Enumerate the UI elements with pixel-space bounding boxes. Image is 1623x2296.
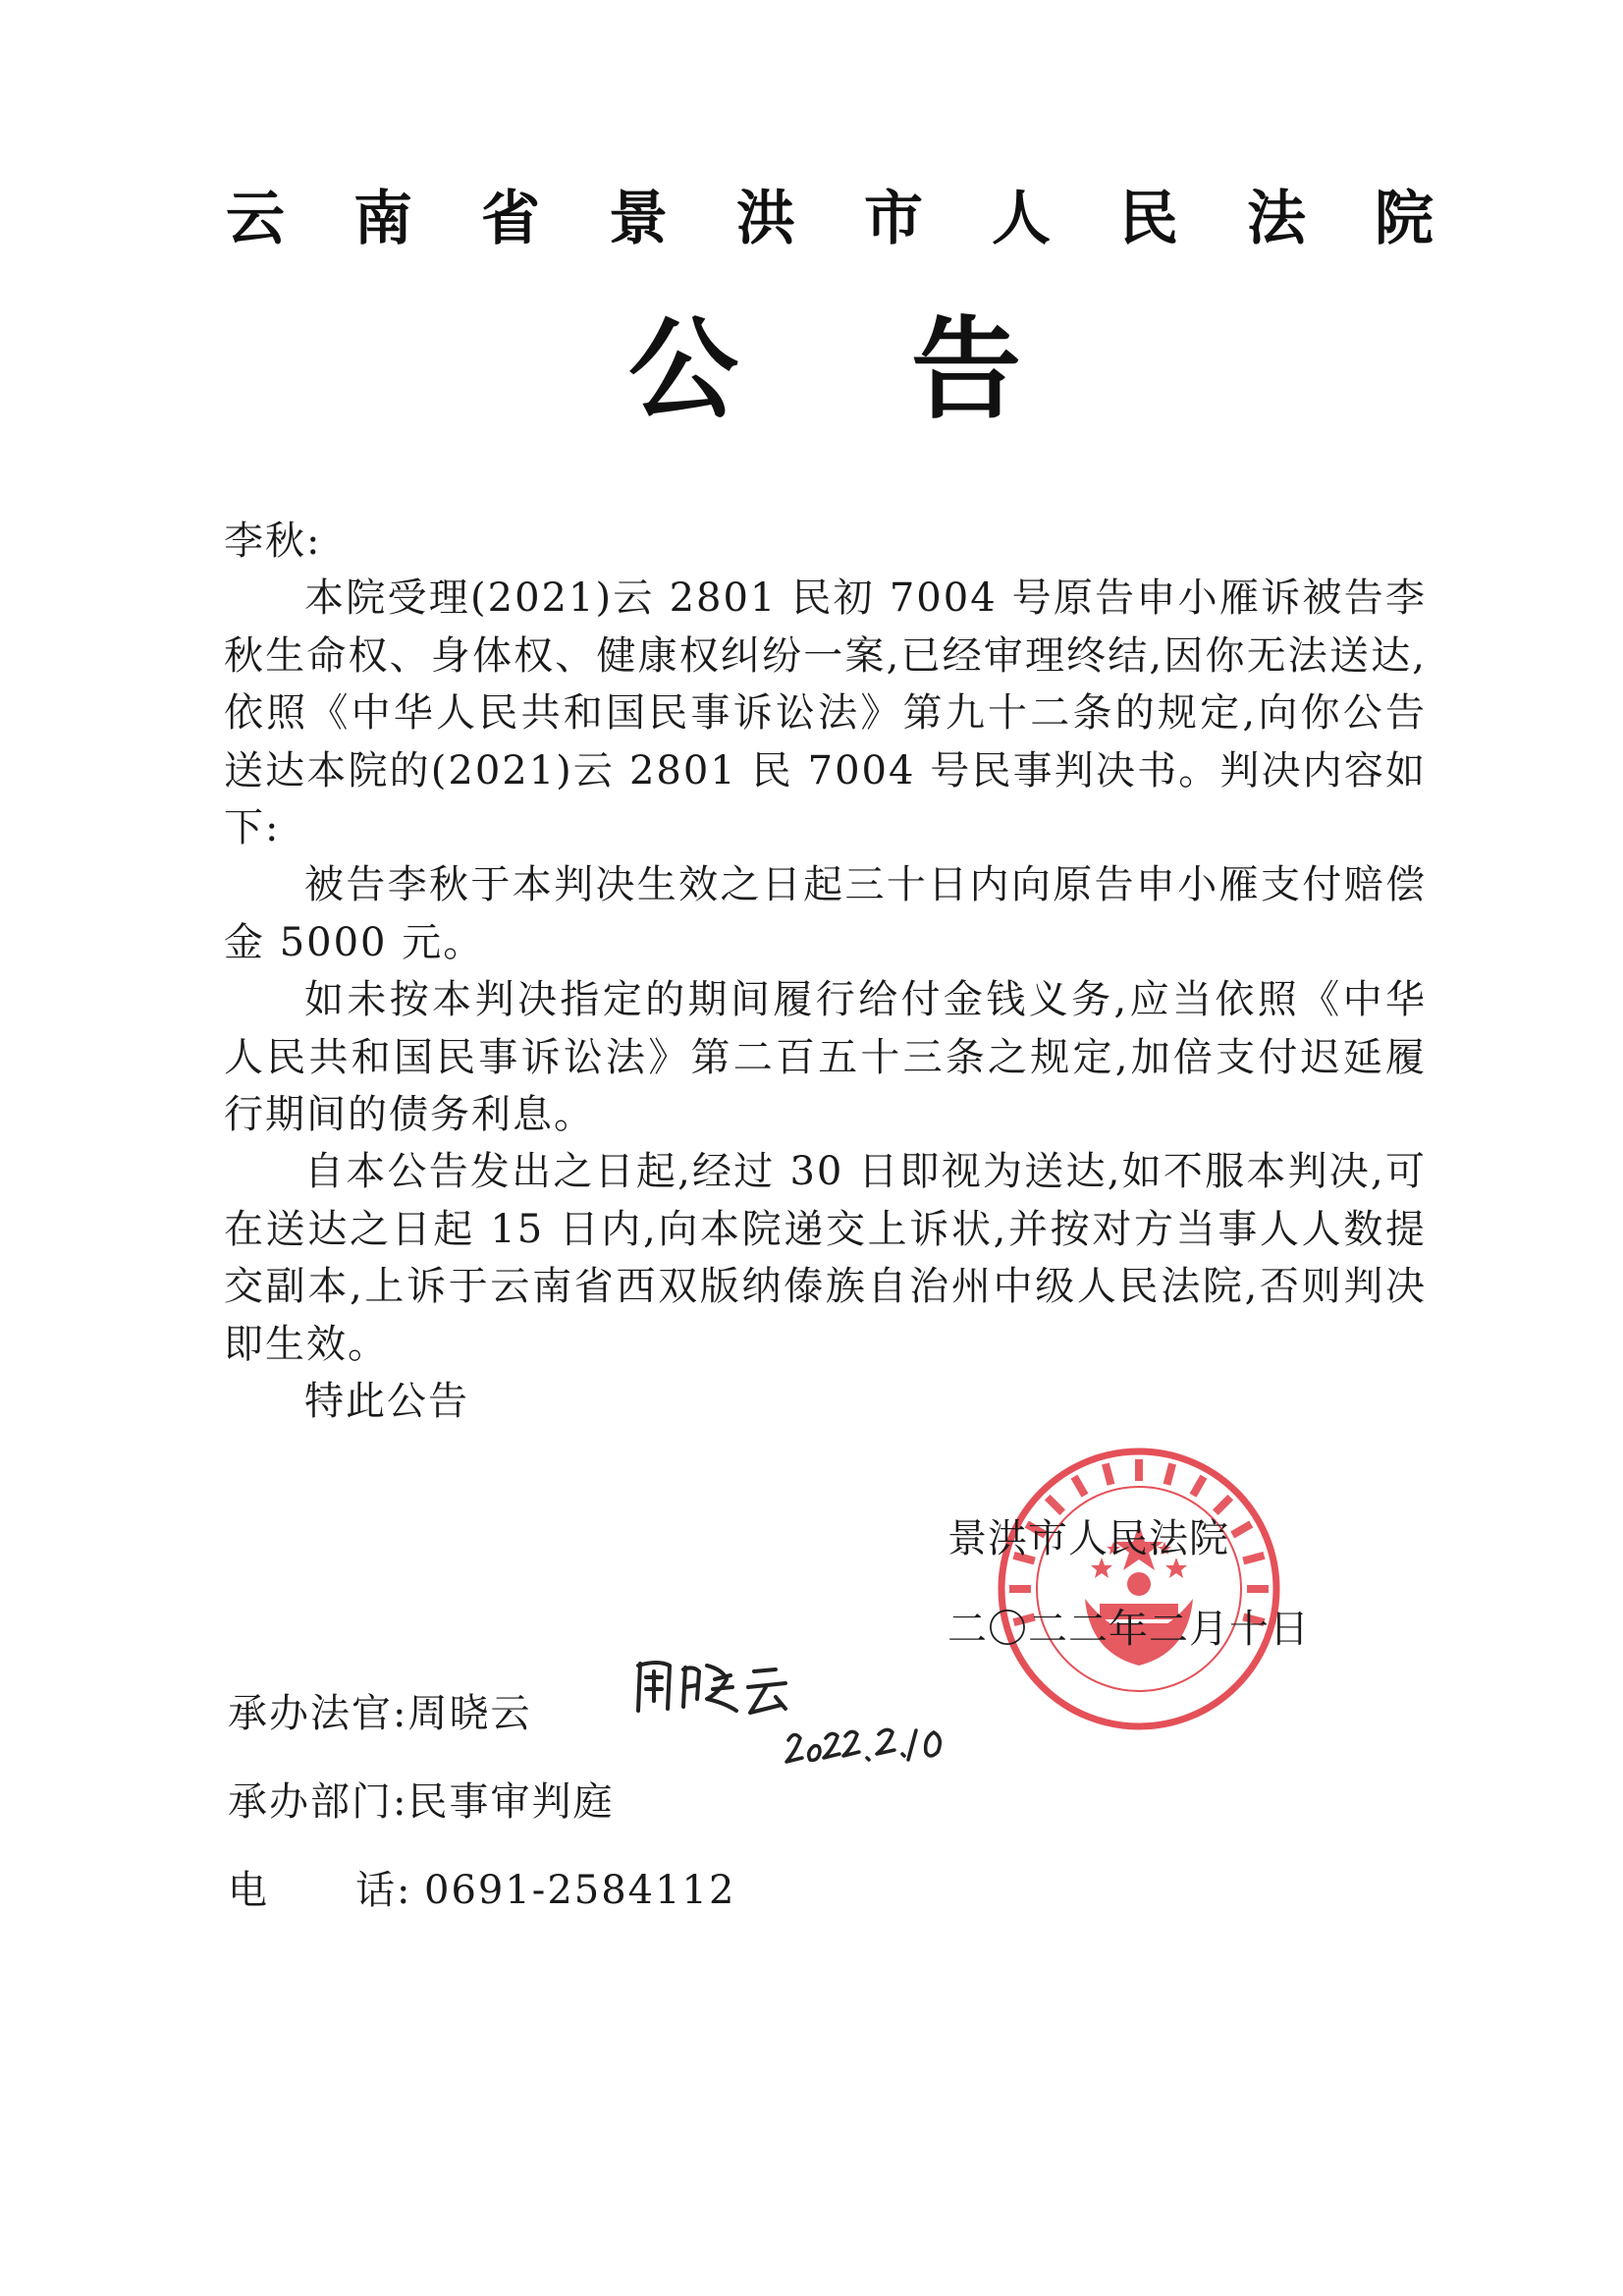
addressee: 李秋: [224, 519, 322, 564]
court-name-char: 景 [609, 185, 668, 253]
department-name: 民事审判庭 [407, 1779, 615, 1825]
paragraph-appeal: 自本公告发出之日起,经过 30 日即视为送达,如不服本判决,可在送达之日起 15 日内,向本院递交上诉状,并按对方当事人人数提交副本,上诉于云南省西双版纳傣族自治州中级人民法院,否则判决即生效。 [224, 1149, 1427, 1367]
department-label: 承办部门: [228, 1779, 408, 1825]
judge-label: 承办法官: [228, 1691, 408, 1736]
court-seal [992, 1442, 1286, 1736]
court-name-char: 人 [992, 185, 1051, 253]
court-name-char: 南 [353, 185, 412, 253]
paragraph-judgment: 被告李秋于本判决生效之日起三十日内向原告申小雁支付赔偿金 5000 元。 [224, 862, 1427, 965]
document-title [628, 306, 1021, 434]
paragraph-case-intro: 本院受理(2021)云 2801 民初 7004 号原告申小雁诉被告李秋生命权、身体权、健康权纠纷一案,已经审理终结,因你无法送达,依照《中华人民共和国民事诉讼法》第九十二条的规定,向你公告送达本院的(2021)云 2801 民 7004 号民事判决书。判决内容如下: [224, 575, 1427, 851]
issue-date: 二〇二二年二月十日 [947, 1607, 1310, 1652]
notice-body [224, 513, 1427, 1431]
handwritten-date [781, 1717, 957, 1776]
title-char: 告 [911, 306, 1021, 434]
court-name-char: 法 [1247, 185, 1306, 253]
paragraph-late-interest: 如未按本判决指定的期间履行给付金钱义务,应当依照《中华人民共和国民事诉讼法》第二百五十三条之规定,加倍支付迟延履行期间的债务利息。 [224, 977, 1427, 1138]
handwritten-signature [628, 1650, 805, 1728]
phone-label-char: 话: [355, 1868, 412, 1913]
title-char: 公 [628, 306, 738, 434]
phone-label [228, 1862, 424, 1919]
court-name-char: 省 [481, 185, 540, 253]
court-name-char: 云 [226, 185, 285, 253]
issuing-court: 景洪市人民法院 [947, 1516, 1229, 1561]
department-row [228, 1774, 614, 1831]
court-name-char: 院 [1375, 185, 1434, 253]
court-name-char: 市 [864, 185, 923, 253]
court-name-char: 洪 [736, 185, 795, 253]
paragraph-closing: 特此公告 [304, 1379, 469, 1425]
court-name-char: 民 [1119, 185, 1178, 253]
judge-row [228, 1685, 531, 1742]
phone-label-char: 电 [228, 1868, 269, 1913]
court-name-heading [226, 185, 1434, 253]
judge-name: 周晓云 [407, 1691, 532, 1736]
phone-row [228, 1862, 735, 1919]
phone-number: 0691-2584112 [424, 1868, 736, 1913]
